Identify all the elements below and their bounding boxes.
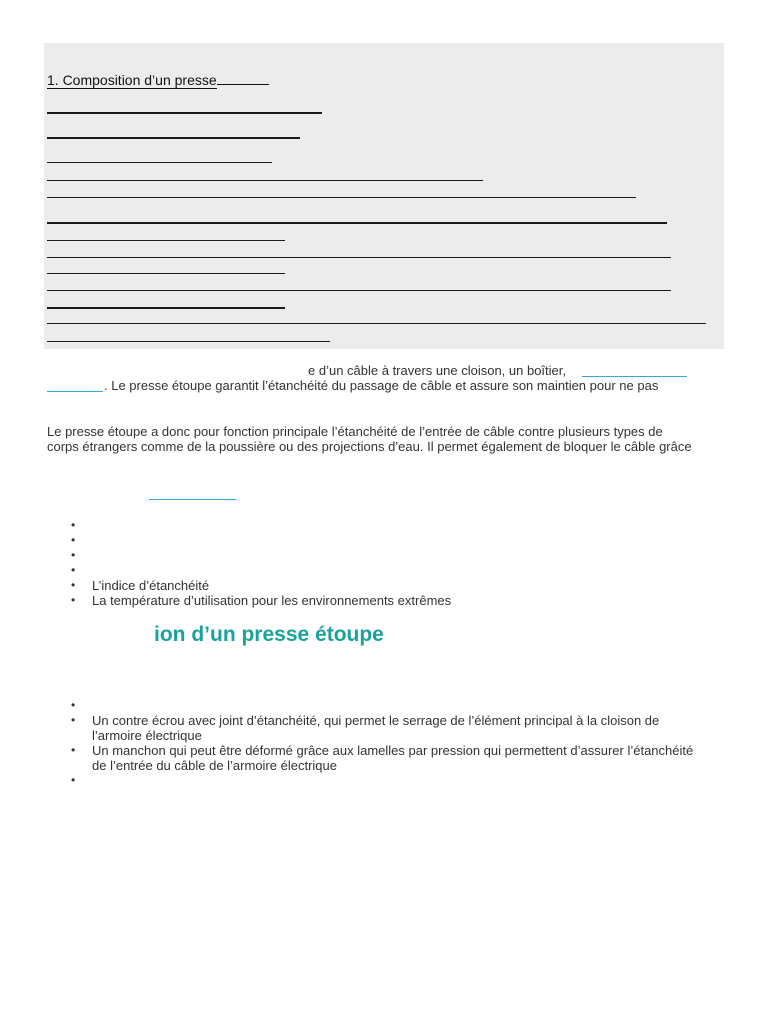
redaction-line	[47, 222, 667, 224]
paragraph-line-1: Le presse étoupe a donc pour fonction principale l’étanchéité de l’entrée de câble contre plusieurs types de	[47, 424, 663, 439]
blank-link[interactable]	[149, 499, 236, 500]
redaction-line	[47, 257, 671, 258]
redaction-line	[47, 341, 330, 342]
redaction-line	[47, 307, 285, 309]
redaction-line	[47, 323, 706, 324]
section-heading: 1. Composition d’un presse	[47, 72, 269, 88]
redaction-line	[47, 290, 671, 291]
list-item	[70, 563, 451, 578]
list-item: • L’indice d’étanchéité	[70, 578, 451, 593]
redaction-line	[47, 137, 300, 139]
redaction-line	[47, 180, 483, 181]
list-item: • Un contre écrou avec joint d’étanchéité, qui permet le serrage de l’élément principal à la cloison de l’armoire électrique	[70, 713, 693, 743]
blank-link[interactable]	[582, 376, 687, 377]
intro-line-2: . Le presse étoupe garantit l’étanchéité du passage de câble et assure son maintien pour ne pas	[104, 378, 659, 393]
intro-line-1: e d’un câble à travers une cloison, un boîtier,	[308, 363, 566, 378]
redaction-line	[47, 197, 636, 198]
components-list	[70, 698, 693, 788]
redaction-line	[47, 273, 285, 274]
redaction-line	[47, 240, 285, 241]
list-item	[70, 773, 693, 788]
criteria-list	[70, 518, 451, 608]
section-title: ion d’un presse étoupe	[154, 623, 384, 646]
redaction-line	[47, 162, 272, 163]
list-item	[70, 698, 693, 713]
list-item: • Un manchon qui peut être déformé grâce aux lamelles par pression qui permettent d’assurer l’étanchéité de l’entrée du câble de l’armoire électrique	[70, 743, 693, 773]
list-item	[70, 518, 451, 533]
list-item	[70, 533, 451, 548]
blank-link[interactable]	[47, 391, 103, 392]
paragraph-line-2: corps étrangers comme de la poussière ou des projections d’eau. Il permet également de bloquer le câble grâce	[47, 439, 692, 454]
redaction-line	[47, 112, 322, 114]
list-item	[70, 548, 451, 563]
list-item: • La température d’utilisation pour les environnements extrêmes	[70, 593, 451, 608]
